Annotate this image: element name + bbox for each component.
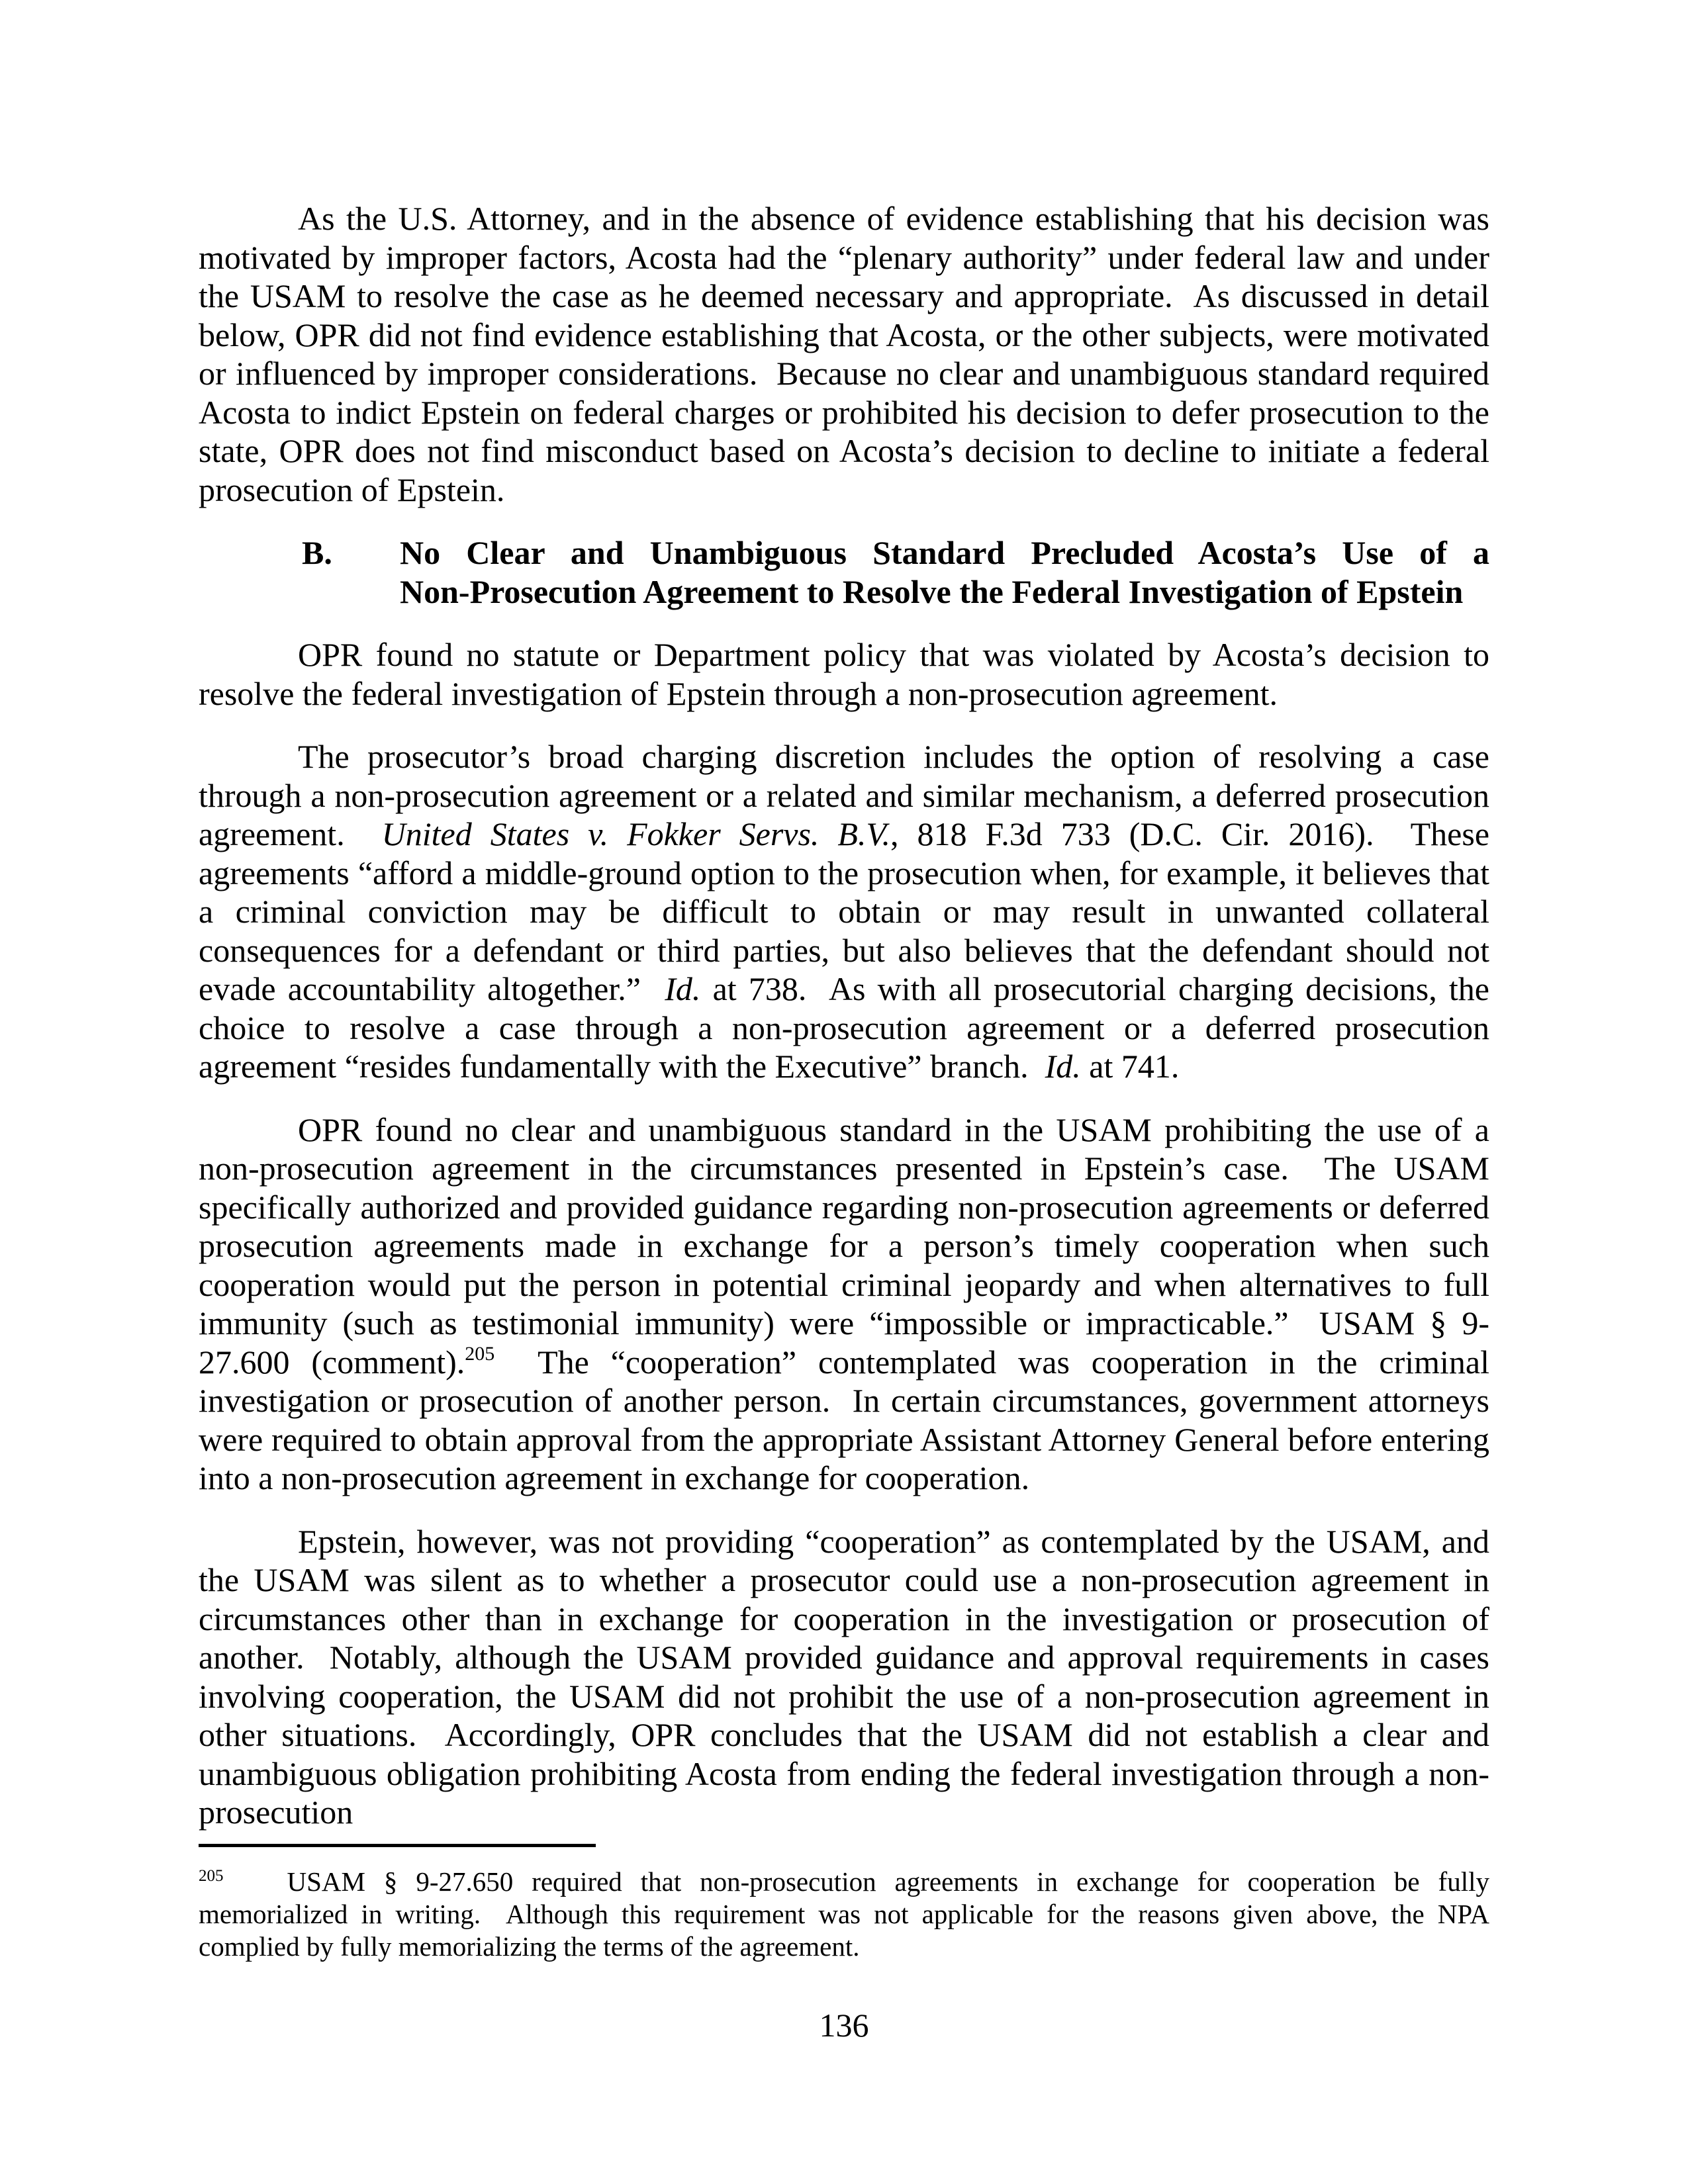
id-citation: Id. [1045, 1048, 1081, 1085]
footnote-text: USAM § 9-27.650 required that non-prosecution agreements in exchange for cooperation be fully memorialized in writing. Although this requirement was not applicable for the reasons given above, the NPA complied by fully memorializing the terms of the agreement. [199, 1866, 1489, 1962]
paragraph-3-text: at 741. [1080, 1048, 1180, 1085]
paragraph-5: Epstein, however, was not providing “cooperation” as contemplated by the USAM, and the USAM was silent as to whether a prosecutor could use a non-prosecution agreement in circumstances other than in exchange for cooperation in the investigation or prosecution of another. Notably, although the USAM provided guidance and approval requirements in cases involving cooperation, the USAM did not prohibit the use of a non-prosecution agreement in other situations. Accordingly, OPR concludes that the USAM did not establish a clear and unambiguous obligation prohibiting Acosta from ending the federal investigation through a non-prosecution [199, 1522, 1489, 1831]
page-number: 136 [819, 2007, 869, 2044]
case-citation: United States v. Fokker Servs. B.V. [381, 815, 891, 852]
footnote-reference: 205 [465, 1342, 495, 1365]
paragraph-2: OPR found no statute or Department policy that was violated by Acosta’s decision to resolve the federal investigation of Epstein through a non-prosecution agreement. [199, 636, 1489, 712]
paragraph-3-text: at 738. As with all prosecutorial charging decisions, the choice to resolve a case through a non-prosecution agreement or a deferred prosecution agreement “resides fundamentally with the Executive” branch. [199, 970, 1489, 1085]
paragraph-3-text: The prosecutor’s broad charging discretion includes the option of resolving a case through a non-prosecution agreement or a related and similar mechanism, a deferred prosecution agreement. [199, 738, 1489, 852]
paragraph-3 [199, 737, 1489, 1086]
footnote-number: 205 [199, 1867, 224, 1885]
paragraph-3-text: , 818 F.3d 733 (D.C. Cir. 2016). These agreements “afford a middle-ground option to the prosecution when, for example, it believes that a criminal conviction may be difficult to obtain or may result in unwanted collateral consequences for a defendant or third parties, but also believes that the defendant should not evade accountability altogether.” [199, 815, 1490, 1007]
paragraph-4-text: The “cooperation” contemplated was cooperation in the criminal investigation or prosecution of another person. In certain circumstances, government attorneys were required to obtain approval from the appropriate Assistant Attorney General before entering into a non-prosecution agreement in exchange for cooperation. [199, 1343, 1489, 1496]
document-body [199, 199, 1489, 1856]
paragraph-4-text: OPR found no clear and unambiguous standard in the USAM prohibiting the use of a non-prosecution agreement in the circumstances presented in Epstein’s case. The USAM specifically authorized and provided guidance regarding non-prosecution agreements or deferred prosecution agreements made in exchange for a person’s timely cooperation when such cooperation would put the person in potential criminal jeopardy and when alternatives to full immunity (such as testimonial immunity) were “impossible or impracticable.” USAM § 9-27.600 (comment). [199, 1111, 1489, 1381]
section-heading-line-1: No Clear and Unambiguous Standard Precluded Acosta’s Use of a [400, 534, 1489, 571]
section-heading-line-2: Non-Prosecution Agreement to Resolve the Federal Investigation of Epstein [400, 572, 1464, 610]
section-heading-label: B. [302, 534, 332, 571]
id-citation: Id. [665, 970, 701, 1007]
footnote [199, 1866, 1489, 1963]
paragraph-4 [199, 1111, 1489, 1498]
footnote-separator [199, 1844, 596, 1847]
section-heading [199, 533, 1489, 611]
paragraph-1: As the U.S. Attorney, and in the absence of evidence establishing that his decision was motivated by improper factors, Acosta had the “plenary authority” under federal law and under the USAM to resolve the case as he deemed necessary and appropriate. As discussed in detail below, OPR did not find evidence establishing that Acosta, or the other subjects, were motivated or influenced by improper considerations. Because no clear and unambiguous standard required Acosta to indict Epstein on federal charges or prohibited his decision to defer prosecution to the state, OPR does not find misconduct based on Acosta’s decision to decline to initiate a federal prosecution of Epstein. [199, 200, 1489, 508]
footnote-area [199, 1844, 1489, 1963]
